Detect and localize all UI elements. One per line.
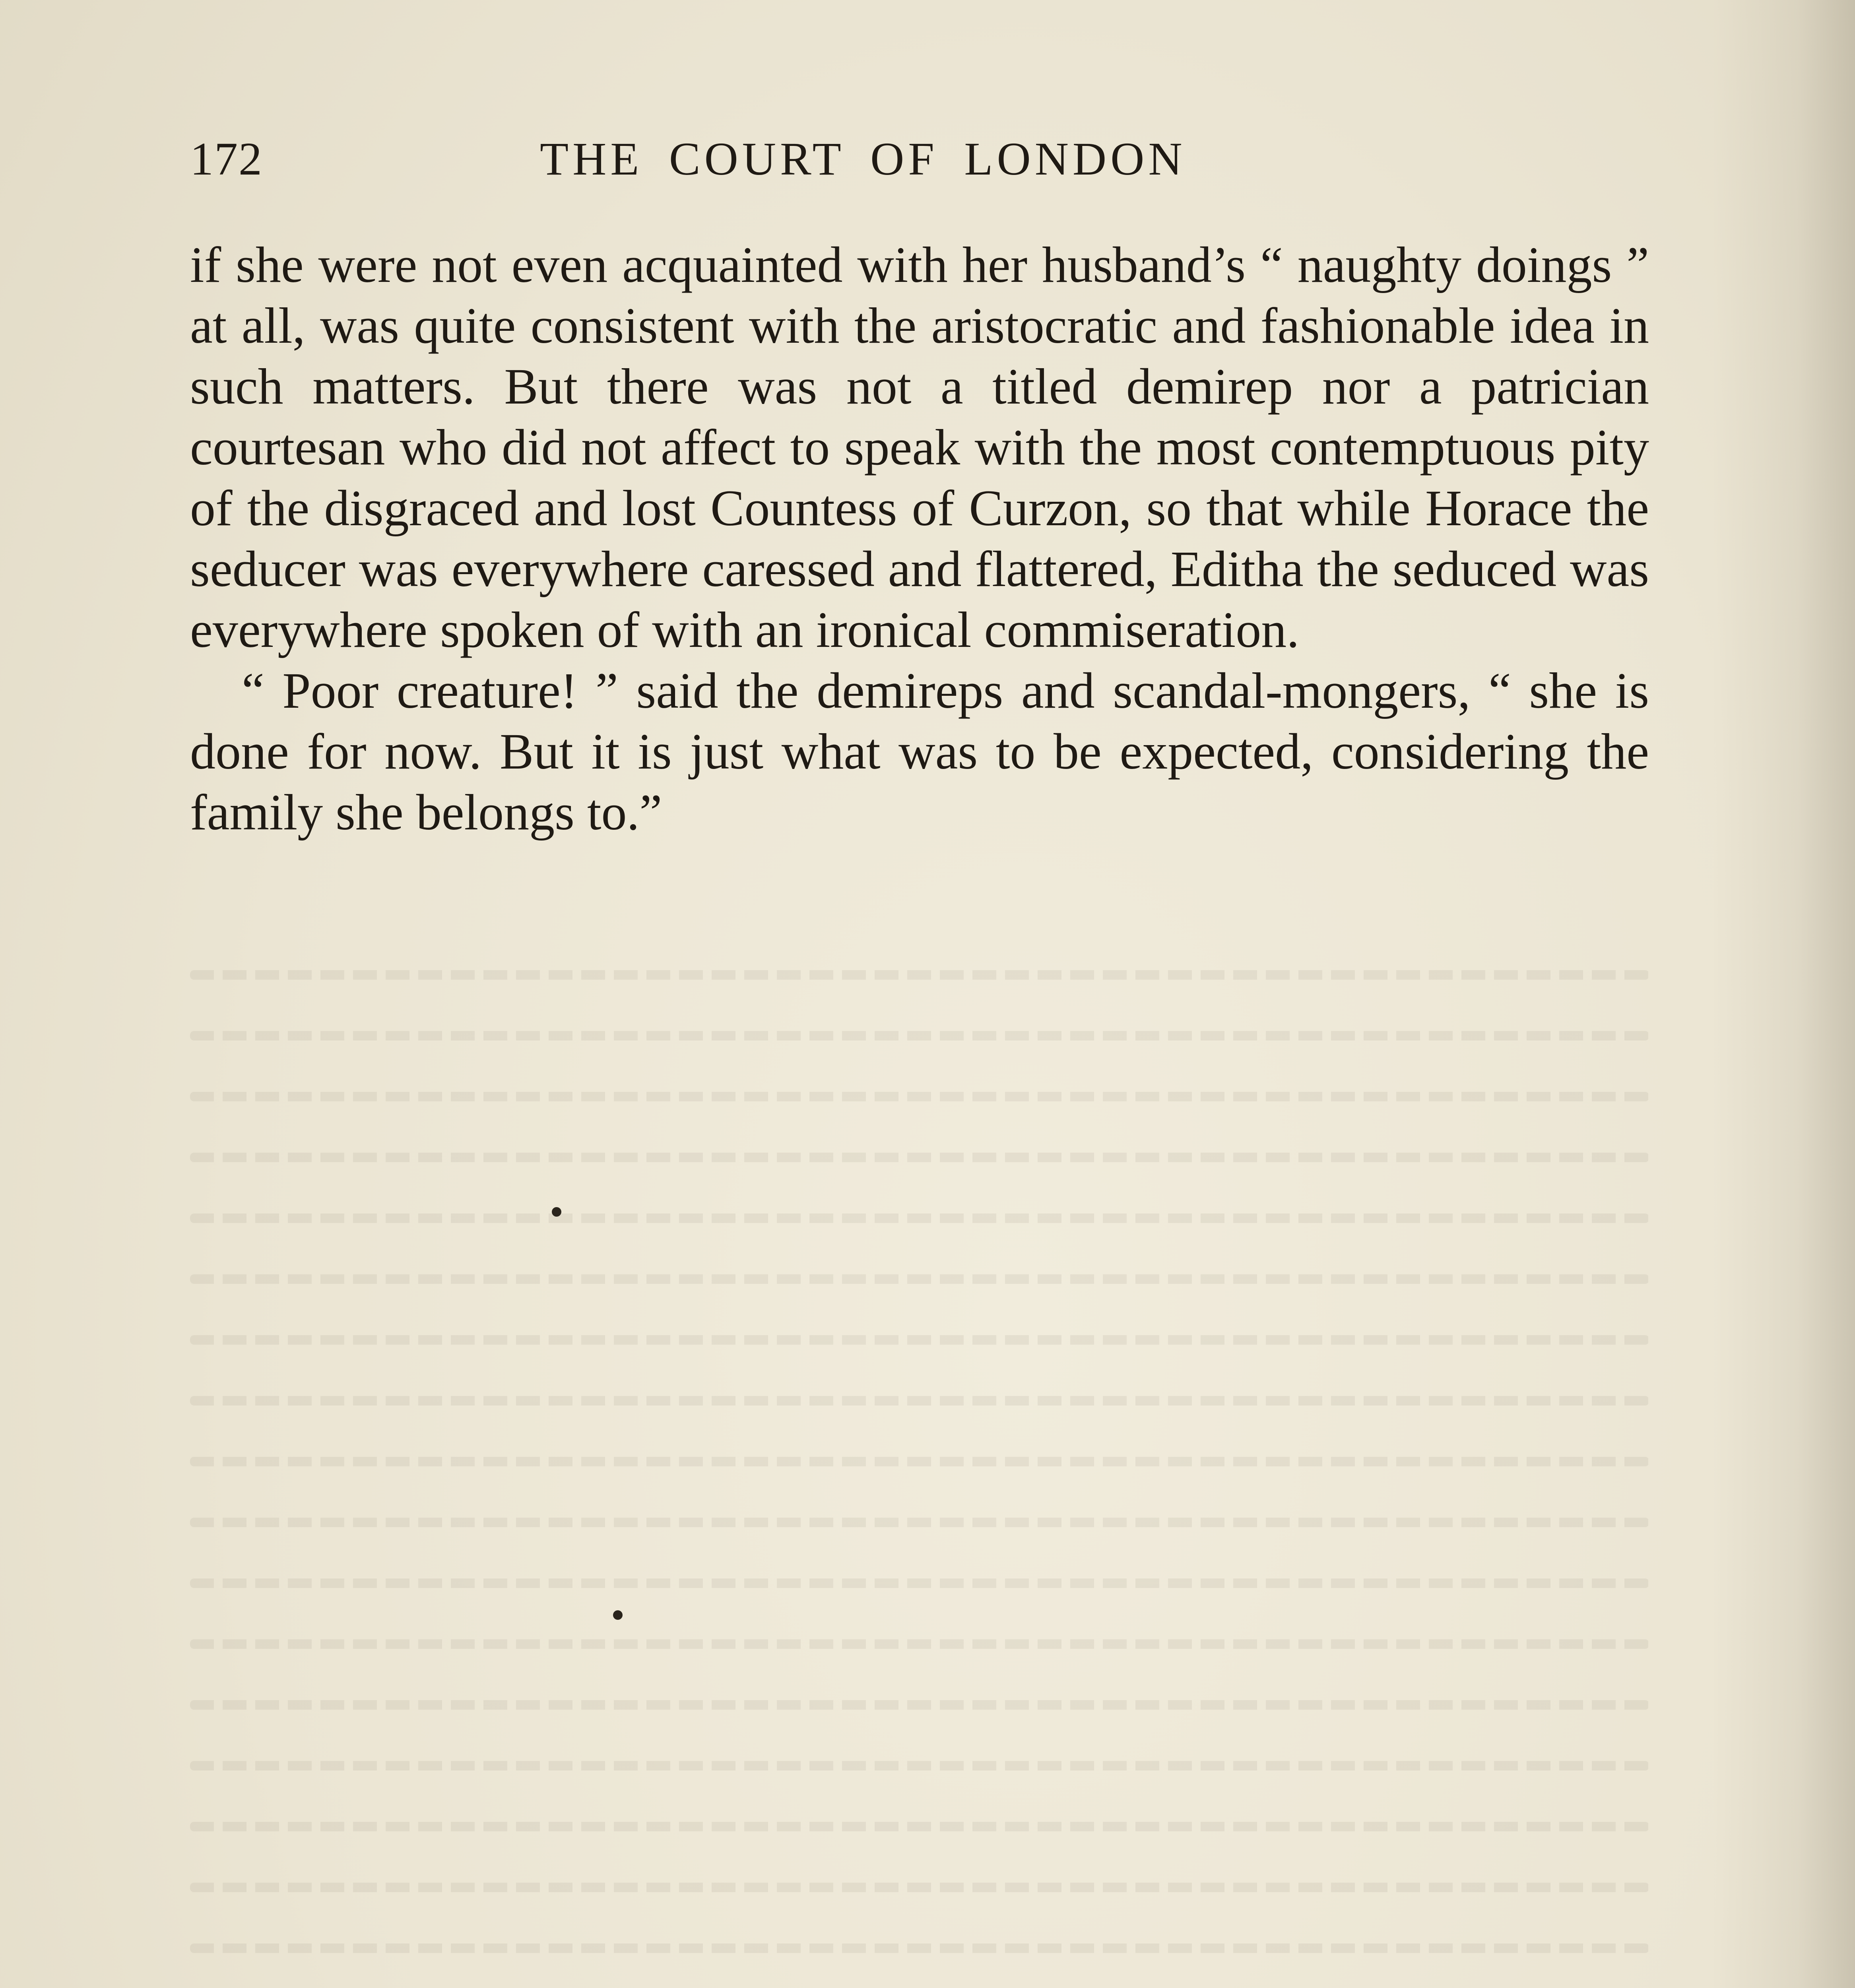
show-through-line: [190, 1822, 1649, 1831]
ink-speck: [552, 1207, 561, 1217]
show-through-line: [190, 1700, 1649, 1710]
show-through-line: [190, 1092, 1649, 1101]
running-title: THE COURT OF LONDON: [540, 133, 1186, 185]
body-text: [190, 235, 1649, 843]
show-through-line: [190, 1031, 1649, 1041]
show-through-line: [190, 1213, 1649, 1223]
show-through-line: [190, 1335, 1649, 1345]
show-through-line: [190, 1153, 1649, 1162]
show-through-text: [190, 970, 1649, 1988]
show-through-line: [190, 1396, 1649, 1406]
show-through-line: [190, 1518, 1649, 1527]
show-through-line: [190, 1639, 1649, 1649]
page-edge-shadow: [1712, 0, 1855, 1988]
show-through-line: [190, 1457, 1649, 1466]
show-through-line: [190, 1578, 1649, 1588]
show-through-line: [190, 1943, 1649, 1953]
show-through-line: [190, 970, 1649, 980]
running-head: [190, 119, 1649, 199]
show-through-line: [190, 1761, 1649, 1771]
show-through-line: [190, 1274, 1649, 1284]
paragraph-1: if she were not even acquainted with her husband’s “ naughty doings ” at all, was quite consistent with the aristocratic and fashionable idea in such matters. But there was not a titled demirep nor a patrician courtesan who did not affect to speak with the most contemptuous pity of the disgraced and lost Countess of Curzon, so that while Horace the seducer was everywhere caressed and flattered, Editha the seduced was everywhere spoken of with an ironical commiseration.: [190, 237, 1649, 658]
ink-speck: [613, 1610, 623, 1620]
paragraph-2: “ Poor creature! ” said the demireps and scandal-mongers, “ she is done for now. But it is just what was to be expected, considering the family she belongs to.”: [190, 662, 1649, 841]
page-number: 172: [190, 133, 263, 185]
show-through-line: [190, 1883, 1649, 1892]
